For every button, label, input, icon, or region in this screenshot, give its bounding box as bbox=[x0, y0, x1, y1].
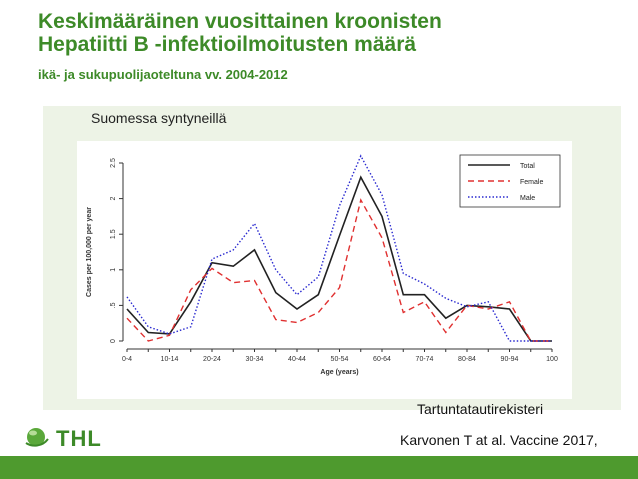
x-tick-label: 90-94 bbox=[500, 356, 519, 363]
slide-subtitle: ikä- ja sukupuolijaoteltuna vv. 2004-2012 bbox=[38, 67, 288, 82]
legend-label-total: Total bbox=[520, 163, 535, 170]
y-tick-label: .5 bbox=[110, 302, 117, 309]
x-tick-label: 10-14 bbox=[160, 356, 179, 363]
y-tick-label: 2.5 bbox=[110, 158, 117, 168]
y-tick-label: 1 bbox=[110, 267, 117, 272]
x-tick-label: 60-64 bbox=[373, 356, 391, 363]
x-tick-label: 80-84 bbox=[458, 356, 476, 363]
x-tick-label: 30-34 bbox=[245, 356, 264, 363]
citation-label: Karvonen T at al. Vaccine 2017, bbox=[400, 432, 598, 448]
logo-text: THL bbox=[56, 426, 102, 451]
y-tick-label: 1.5 bbox=[110, 229, 117, 240]
x-tick-label: 20-24 bbox=[203, 356, 221, 363]
chart-container bbox=[77, 141, 572, 399]
panel-label: Suomessa syntyneillä bbox=[91, 110, 227, 126]
legend-label-male: Male bbox=[520, 195, 536, 202]
series-line-female bbox=[127, 200, 552, 341]
source-label: Tartuntatautirekisteri bbox=[417, 401, 544, 417]
line-chart bbox=[77, 141, 572, 399]
x-tick-label: 70-74 bbox=[415, 356, 434, 363]
title-line-2: Hepatiitti B -infektioilmoitusten määrä bbox=[38, 33, 417, 56]
y-axis-label: Cases per 100,000 per year bbox=[86, 207, 93, 297]
x-tick-label: 40-44 bbox=[288, 356, 306, 363]
x-tick-label: 0-4 bbox=[121, 356, 133, 363]
x-tick-label: 100 bbox=[546, 356, 558, 363]
y-tick-label: 2 bbox=[110, 196, 117, 201]
x-axis-label: Age (years) bbox=[320, 369, 359, 376]
title-line-1: Keskimääräinen vuosittainen kroonisten bbox=[38, 10, 442, 33]
slide-title bbox=[38, 10, 628, 56]
y-tick-label: 0 bbox=[110, 339, 117, 343]
footer-bar bbox=[0, 456, 638, 479]
legend-label-female: Female bbox=[520, 179, 544, 186]
x-tick-label: 50-54 bbox=[330, 356, 349, 363]
